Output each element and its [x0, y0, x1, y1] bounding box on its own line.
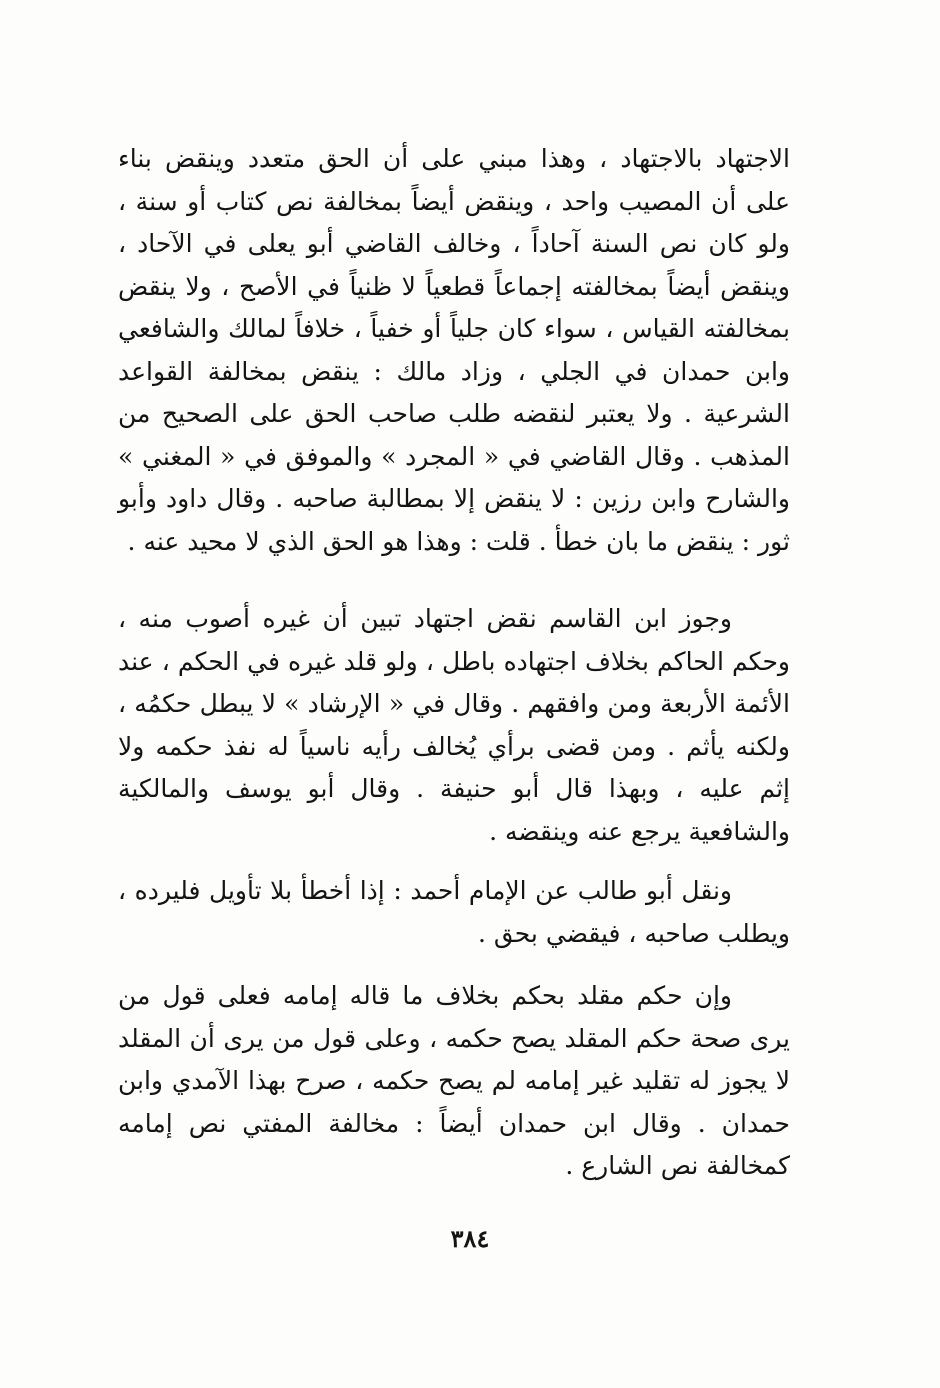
paragraph-2 — [118, 598, 790, 853]
paragraph-3-text: ونقل أبو طالب عن الإمام أحمد : إذا أخطأ بلا تأويل فليرده ، ويطلب صاحبه ، فيقضي بحق . — [118, 876, 790, 948]
page-number: ٣٨٤ — [450, 1224, 490, 1253]
paragraph-4-text: وإن حكم مقلد بحكم بخلاف ما قاله إمامه فعلى قول من يرى صحة حكم المقلد يصح حكمه ، وعلى قول من يرى أن المقلد لا يجوز له تقليد غير إمامه لم يصح حكمه ، صرح بهذا الآمدي وابن حمدان . وقال ابن حمدان أيضاً : مخالفة المفتي نص إمامه كمخالفة نص الشارع . — [118, 981, 790, 1180]
paragraph-4 — [118, 975, 790, 1188]
paragraph-2-text: وجوز ابن القاسم نقض اجتهاد تبين أن غيره أصوب منه ، وحكم الحاكم بخلاف اجتهاده باطل ، ولو قلد غيره في الحكم ، عند الأئمة الأربعة ومن وافقهم . وقال في « الإرشاد » لا يبطل حكمُه ، ولكنه يأثم . ومن قضى برأي يُخالف رأيه ناسياً له نفذ حكمه ولا إثم عليه ، وبهذا قال أبو حنيفة . وقال أبو يوسف والمالكية والشافعية يرجع عنه وينقضه . — [118, 604, 790, 846]
paragraph-1-text: الاجتهاد بالاجتهاد ، وهذا مبني على أن الحق متعدد وينقض بناء على أن المصيب واحد ، وينقض أيضاً بمخالفة نص كتاب أو سنة ، ولو كان نص السنة آحاداً ، وخالف القاضي أبو يعلى في الآحاد ، وينقض أيضاً بمخالفته إجماعاً قطعياً لا ظنياً في الأصح ، ولا ينقض بمخالفته القياس ، سواء كان جلياً أو خفياً ، خلافاً لمالك والشافعي وابن حمدان في الجلي ، وزاد مالك : ينقض بمخالفة القواعد الشرعية . ولا يعتبر لنقضه طلب صاحب الحق على الصحيح من المذهب . وقال القاضي في « المجرد » والموفق في « المغني » والشارح وابن رزين : لا ينقض إلا بمطالبة صاحبه . وقال داود وأبو ثور : ينقض ما بان خطأ . قلت : وهذا هو الحق الذي لا محيد عنه . — [118, 144, 790, 556]
paragraph-3 — [118, 870, 790, 955]
paragraph-1 — [118, 138, 790, 563]
